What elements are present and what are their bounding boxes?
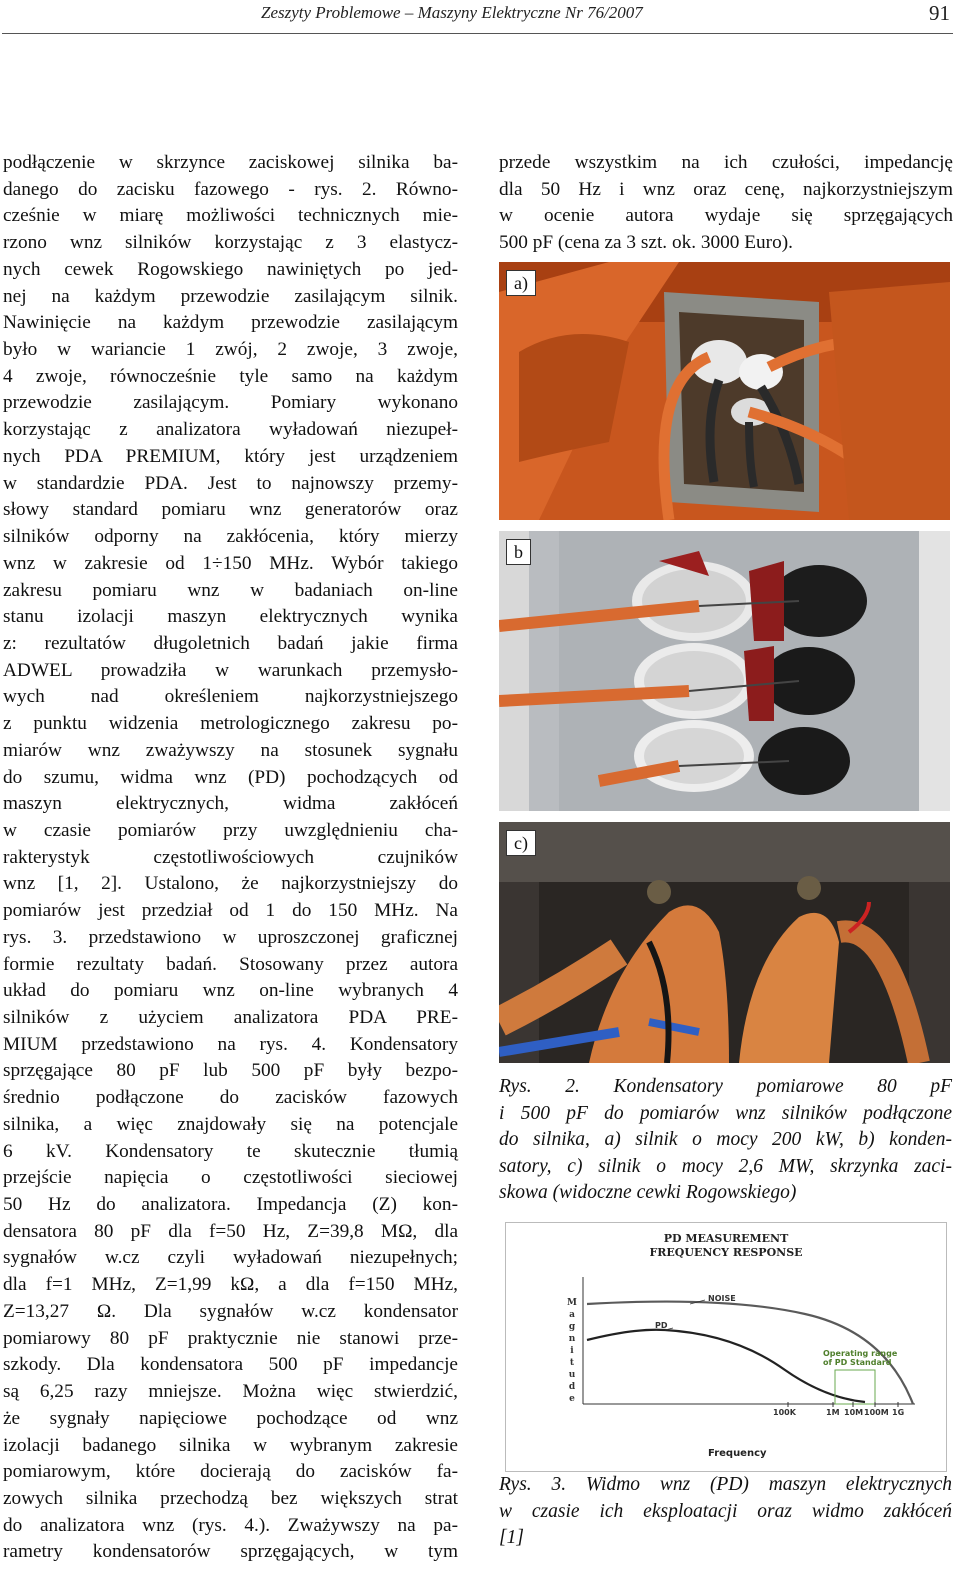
photo-label-b: b (506, 539, 531, 565)
body-text-line: silników z użyciem analizatora PDA PRE- (3, 1007, 458, 1028)
figure3-x-axis-label: Frequency (708, 1448, 767, 1459)
tick-10m: 10M (844, 1408, 864, 1417)
y-axis-letter: i (570, 1346, 574, 1356)
noise-label: NOISE (708, 1294, 736, 1303)
y-axis-letter: u (568, 1370, 576, 1380)
body-text-line: izolacji badanego silnika w wybranym zakresie (3, 1434, 458, 1456)
body-text-line: sprzęgające 80 pF lub 500 pF były bezpo- (3, 1060, 458, 1082)
body-text-line: z: rezultatów długoletnich badań jakie firma (3, 632, 458, 654)
body-text-line: zakresu pomiaru wnz w badaniach on-line (3, 579, 458, 601)
body-text-line: przewodzie zasilającym. Pomiary wykonano (3, 392, 458, 414)
body-text-line: korzystając z analizatora wyładowań niezupeł- (3, 419, 458, 441)
body-text-line: słowy standard pomiaru wnz generatorów oraz (3, 499, 458, 521)
body-text-line: Z=13,27 Ω. Dla sygnałów w.cz kondensator (3, 1300, 458, 1322)
body-text-line: ADWEL prowadziła w warunkach przemysło- (3, 659, 458, 681)
journal-title: Zeszyty Problemowe – Maszyny Elektryczne Nr 76/2007 (261, 3, 643, 22)
right-column-text (499, 150, 953, 257)
tick-1g: 1G (892, 1408, 905, 1417)
body-text-line: podłączenie w skrzynce zaciskowej silnika ba- (3, 152, 458, 173)
body-text-line: 6 kV. Kondensatory te skutecznie tłumią (3, 1140, 458, 1162)
figure3-caption (499, 1472, 952, 1552)
body-text-line: nych cewek Rogowskiego nawiniętych po jed- (3, 258, 458, 280)
photo-motor-200kw (499, 262, 950, 520)
photo-label-c: c) (506, 830, 536, 856)
body-text-line: rzono wnz silników korzystając z 3 elastycz- (3, 232, 458, 254)
tick-100m: 100M (864, 1408, 889, 1417)
y-axis-letter: g (568, 1322, 576, 1332)
body-text-line: Nawinięcie na każdym przewodzie zasilającym (3, 312, 458, 334)
y-axis-letter: d (568, 1382, 576, 1392)
y-axis-letter: a (569, 1310, 575, 1320)
body-text-line: średnio podłączone do zacisków fazowych (3, 1087, 458, 1109)
body-text-line: MIUM przedstawiono na rys. 4. Kondensatory (3, 1033, 458, 1055)
figure3-plot (505, 1222, 947, 1472)
body-text-line: wnz w zakresie od 1÷150 MHz. Wybór takiego (3, 552, 458, 574)
body-text-line: że sygnały napięciowe pochodzące od wnz (3, 1407, 458, 1429)
y-axis-letter: t (569, 1358, 575, 1368)
caption-line: [1] (499, 1527, 524, 1548)
body-text-line: silnika, a więc znajdowały się na potencjale (3, 1113, 458, 1135)
photo-motor-2-6mw (499, 822, 950, 1063)
body-text-line: przejście napięcia o częstotliwości sieciowej (3, 1167, 458, 1189)
body-text-line: 50 Hz do analizatora. Impedancja (Z) kon- (3, 1194, 458, 1216)
body-text-line: w standardzie PDA. Jest to najnowszy przemy- (3, 472, 458, 494)
body-text-line: 4 zwoje, równocześnie tyle samo na każdym (3, 365, 458, 387)
figure3-frequency-response (505, 1222, 947, 1472)
figure3-title: PD MEASUREMENT (663, 1232, 789, 1245)
caption-line: Rys. 2. Kondensatory pomiarowe 80 pF (499, 1076, 952, 1097)
body-text-line: maszyn elektrycznych, widma zakłóceń (3, 793, 458, 815)
body-text-line: sygnałów w.cz czyli wyładowań niezupełnych; (3, 1247, 458, 1269)
caption-line: w czasie ich eksploatacji oraz widmo zakłóceń (499, 1500, 952, 1522)
page-number: 91 (929, 1, 950, 25)
left-column-text (3, 150, 458, 1566)
caption-line: satory, c) silnik o mocy 2,6 MW, skrzynka zaci- (499, 1155, 952, 1177)
body-text-line: zowych silnika przechodzą bez większych strat (3, 1487, 458, 1509)
body-text-line: silników odporny na zakłócenia, który mierzy (3, 526, 458, 548)
body-text-line: do szumu, widma wnz (PD) pochodzących od (3, 766, 458, 788)
caption-line: Rys. 3. Widmo wnz (PD) maszyn elektrycznych (499, 1474, 952, 1495)
tick-1m: 1M (826, 1408, 840, 1417)
running-header (0, 0, 960, 34)
header-rule (2, 33, 953, 34)
y-axis-letter: M (567, 1298, 577, 1308)
y-axis-letter: e (569, 1394, 575, 1404)
body-text-line: pomiarów jest przedział od 1 do 150 MHz. Na (3, 900, 458, 922)
body-text-line: nej na każdym przewodzie zasilającym silnik. (3, 285, 458, 307)
body-text-line: było w wariancie 1 zwój, 2 zwoje, 3 zwoje, (3, 339, 458, 361)
caption-line: skowa (widoczne cewki Rogowskiego) (499, 1182, 797, 1203)
photo-capacitors (499, 531, 950, 811)
body-text-line: pomiarowym, które docierają do zacisków fa- (3, 1461, 458, 1483)
body-text-line: rametry kondensatorów sprzęgających, w tym (3, 1541, 458, 1563)
body-text-line: układ do pomiaru wnz on-line wybranych 4 (3, 980, 458, 1002)
caption-line: i 500 pF do pomiarów wnz silników podłączone (499, 1102, 952, 1124)
body-text-line: z punktu widzenia metrologicznego zakresu po- (3, 713, 458, 735)
body-text-line: w ocenie autora wydaje się sprzęgających (499, 205, 953, 227)
body-text-line: rys. 3. przedstawiono w uproszczonej graficznej (3, 926, 458, 948)
photo-label-a: a) (506, 270, 536, 296)
y-axis-letter: n (568, 1334, 576, 1344)
body-text-line: przede wszystkim na ich czułości, impedancję (499, 152, 953, 173)
operating-range-box (835, 1370, 875, 1404)
body-text-line: danego do zacisku fazowego - rys. 2. Równo- (3, 178, 458, 200)
range-label-1: Operating range (823, 1349, 898, 1358)
figure3-subtitle: FREQUENCY RESPONSE (649, 1246, 803, 1259)
pd-label: PD (655, 1321, 668, 1330)
body-text-line: pomiarowy 80 pF praktycznie nie stanowi prze- (3, 1327, 458, 1349)
caption-line: do silnika, a) silnik o mocy 200 kW, b) konden- (499, 1129, 952, 1150)
range-label-2: of PD Standard (823, 1358, 892, 1367)
body-text-line: stanu izolacji maszyn elektrycznych wynika (3, 606, 458, 628)
body-text-line: w czasie pomiarów przy uwzględnieniu cha- (3, 819, 458, 841)
body-text-line: dla f=1 MHz, Z=1,99 kΩ, a dla f=150 MHz, (3, 1274, 458, 1296)
body-text-line: densatora 80 pF dla f=50 Hz, Z=39,8 MΩ, dla (3, 1220, 458, 1242)
figure2-caption (499, 1074, 952, 1207)
body-text-line: do analizatora wnz (rys. 4.). Zważywszy na pa- (3, 1514, 458, 1536)
body-text-line: są 6,25 razy mniejsze. Można więc stwierdzić, (3, 1381, 458, 1403)
body-text-line: 500 pF (cena za 3 szt. ok. 3000 Euro). (499, 232, 793, 254)
body-text-line: dla 50 Hz i wnz oraz cenę, najkorzystniejszym (499, 178, 953, 200)
body-text-line: szkody. Dla kondensatora 500 pF impedancje (3, 1354, 458, 1376)
body-text-line: rakterystyk częstotliwościowych czujników (3, 846, 458, 868)
body-text-line: wnz [1, 2]. Ustalono, że najkorzystniejszy do (3, 873, 458, 895)
body-text-line: wych nad określeniem najkorzystniejszego (3, 686, 458, 708)
tick-100k: 100K (773, 1408, 796, 1417)
body-text-line: cześnie w miarę możliwości technicznych mie- (3, 205, 458, 227)
body-text-line: nych PDA PREMIUM, który jest urządzeniem (3, 445, 458, 467)
body-text-line: miarów wnz zważywszy na stosunek sygnału (3, 739, 458, 761)
body-text-line: formie rezultaty badań. Stosowany przez autora (3, 953, 458, 975)
